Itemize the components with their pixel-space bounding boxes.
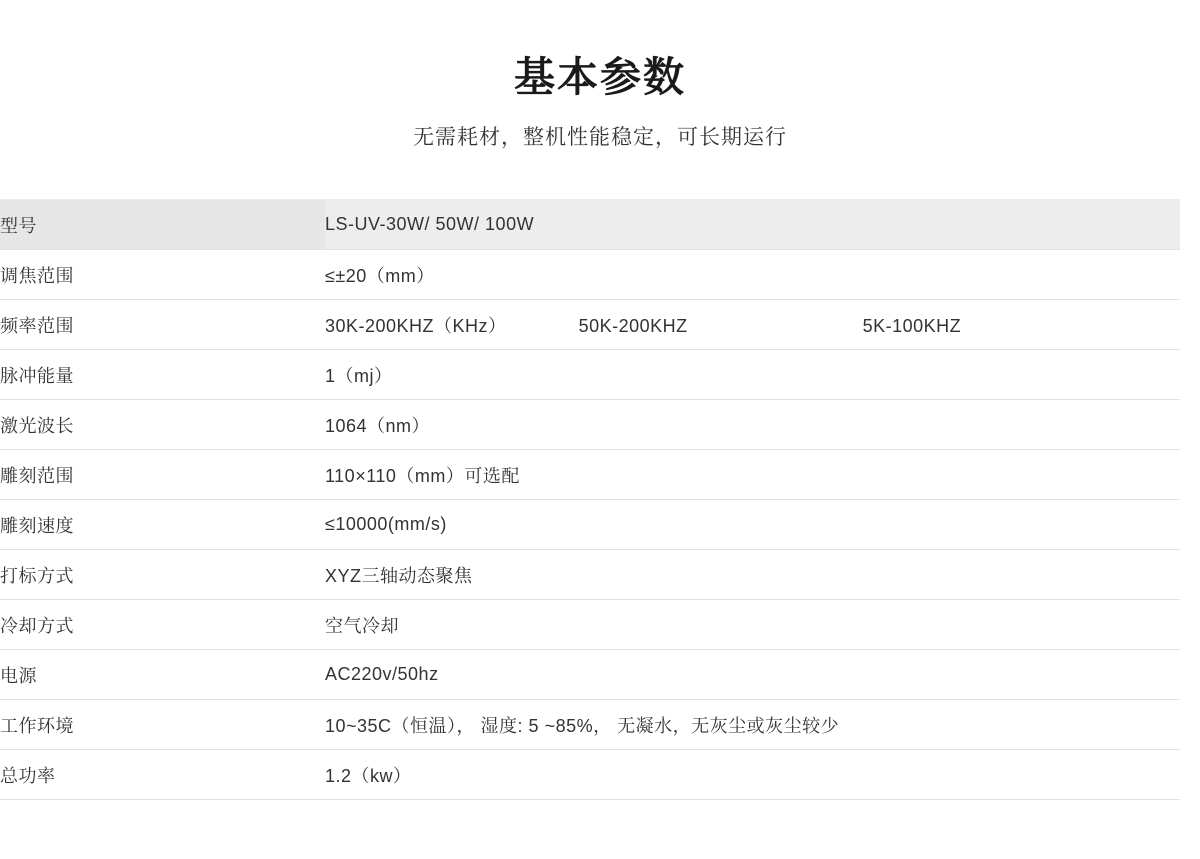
spec-value [325,700,1180,750]
spec-value-text: 30K-200KHZ（KHz） [325,315,507,336]
table-row [0,650,1180,700]
spec-value [325,200,1180,250]
spec-value-text: 10~35C（恒温）， 湿度: 5 ~85%， 无凝水，无灰尘或灰尘较少 [325,715,840,736]
spec-value-text: XYZ三轴动态聚焦 [325,565,473,586]
table-row [0,350,1180,400]
specifications-table [0,199,1180,800]
spec-label: 雕刻范围 [0,465,74,486]
page-title: 基本参数 [514,54,686,100]
spec-value [325,250,1180,300]
table-row [0,250,1180,300]
spec-label: 调焦范围 [0,265,74,286]
table-row [0,300,1180,350]
spec-value-text: 1（mj） [325,365,393,386]
spec-value [325,600,1180,650]
page-subtitle: 无需耗材，整机性能稳定，可长期运行 [413,126,787,150]
table-row [0,600,1180,650]
spec-value [325,650,1180,700]
spec-value [325,300,1180,350]
spec-value-text: AC220v/50hz [325,664,439,685]
table-row [0,750,1180,800]
spec-label: 工作环境 [0,715,74,736]
spec-label: 电源 [0,665,37,686]
spec-value-text-secondary: 50K-200KHZ [578,315,688,336]
spec-label: 总功率 [0,765,56,786]
spec-label: 雕刻速度 [0,515,74,536]
spec-value-text: 1064（nm） [325,415,431,436]
page-header [0,0,1200,151]
table-row [0,400,1180,450]
spec-label: 型号 [0,200,325,250]
spec-value-text: LS-UV-30W/ 50W/ 100W [325,214,535,235]
spec-label: 脉冲能量 [0,365,74,386]
table-row [0,550,1180,600]
spec-label: 打标方式 [0,565,74,586]
table-row [0,500,1180,550]
table-row [0,200,1180,250]
spec-label: 频率范围 [0,315,74,336]
spec-value [325,500,1180,550]
spec-value-text-tertiary: 5K-100KHZ [862,315,962,336]
spec-value [325,450,1180,500]
spec-value [325,400,1180,450]
table-row [0,700,1180,750]
spec-value-text: 1.2（kw） [325,765,412,786]
specifications-table-body [0,200,1180,800]
spec-value [325,750,1180,800]
spec-label: 激光波长 [0,415,74,436]
spec-label: 冷却方式 [0,615,74,636]
table-row [0,450,1180,500]
spec-value-text: 110×110（mm）可选配 [325,465,520,486]
spec-value-text: ≤±20（mm） [325,265,435,286]
spec-value-text: ≤10000(mm/s) [325,514,447,535]
spec-value-text: 空气冷却 [325,615,399,636]
spec-value [325,550,1180,600]
spec-value [325,350,1180,400]
